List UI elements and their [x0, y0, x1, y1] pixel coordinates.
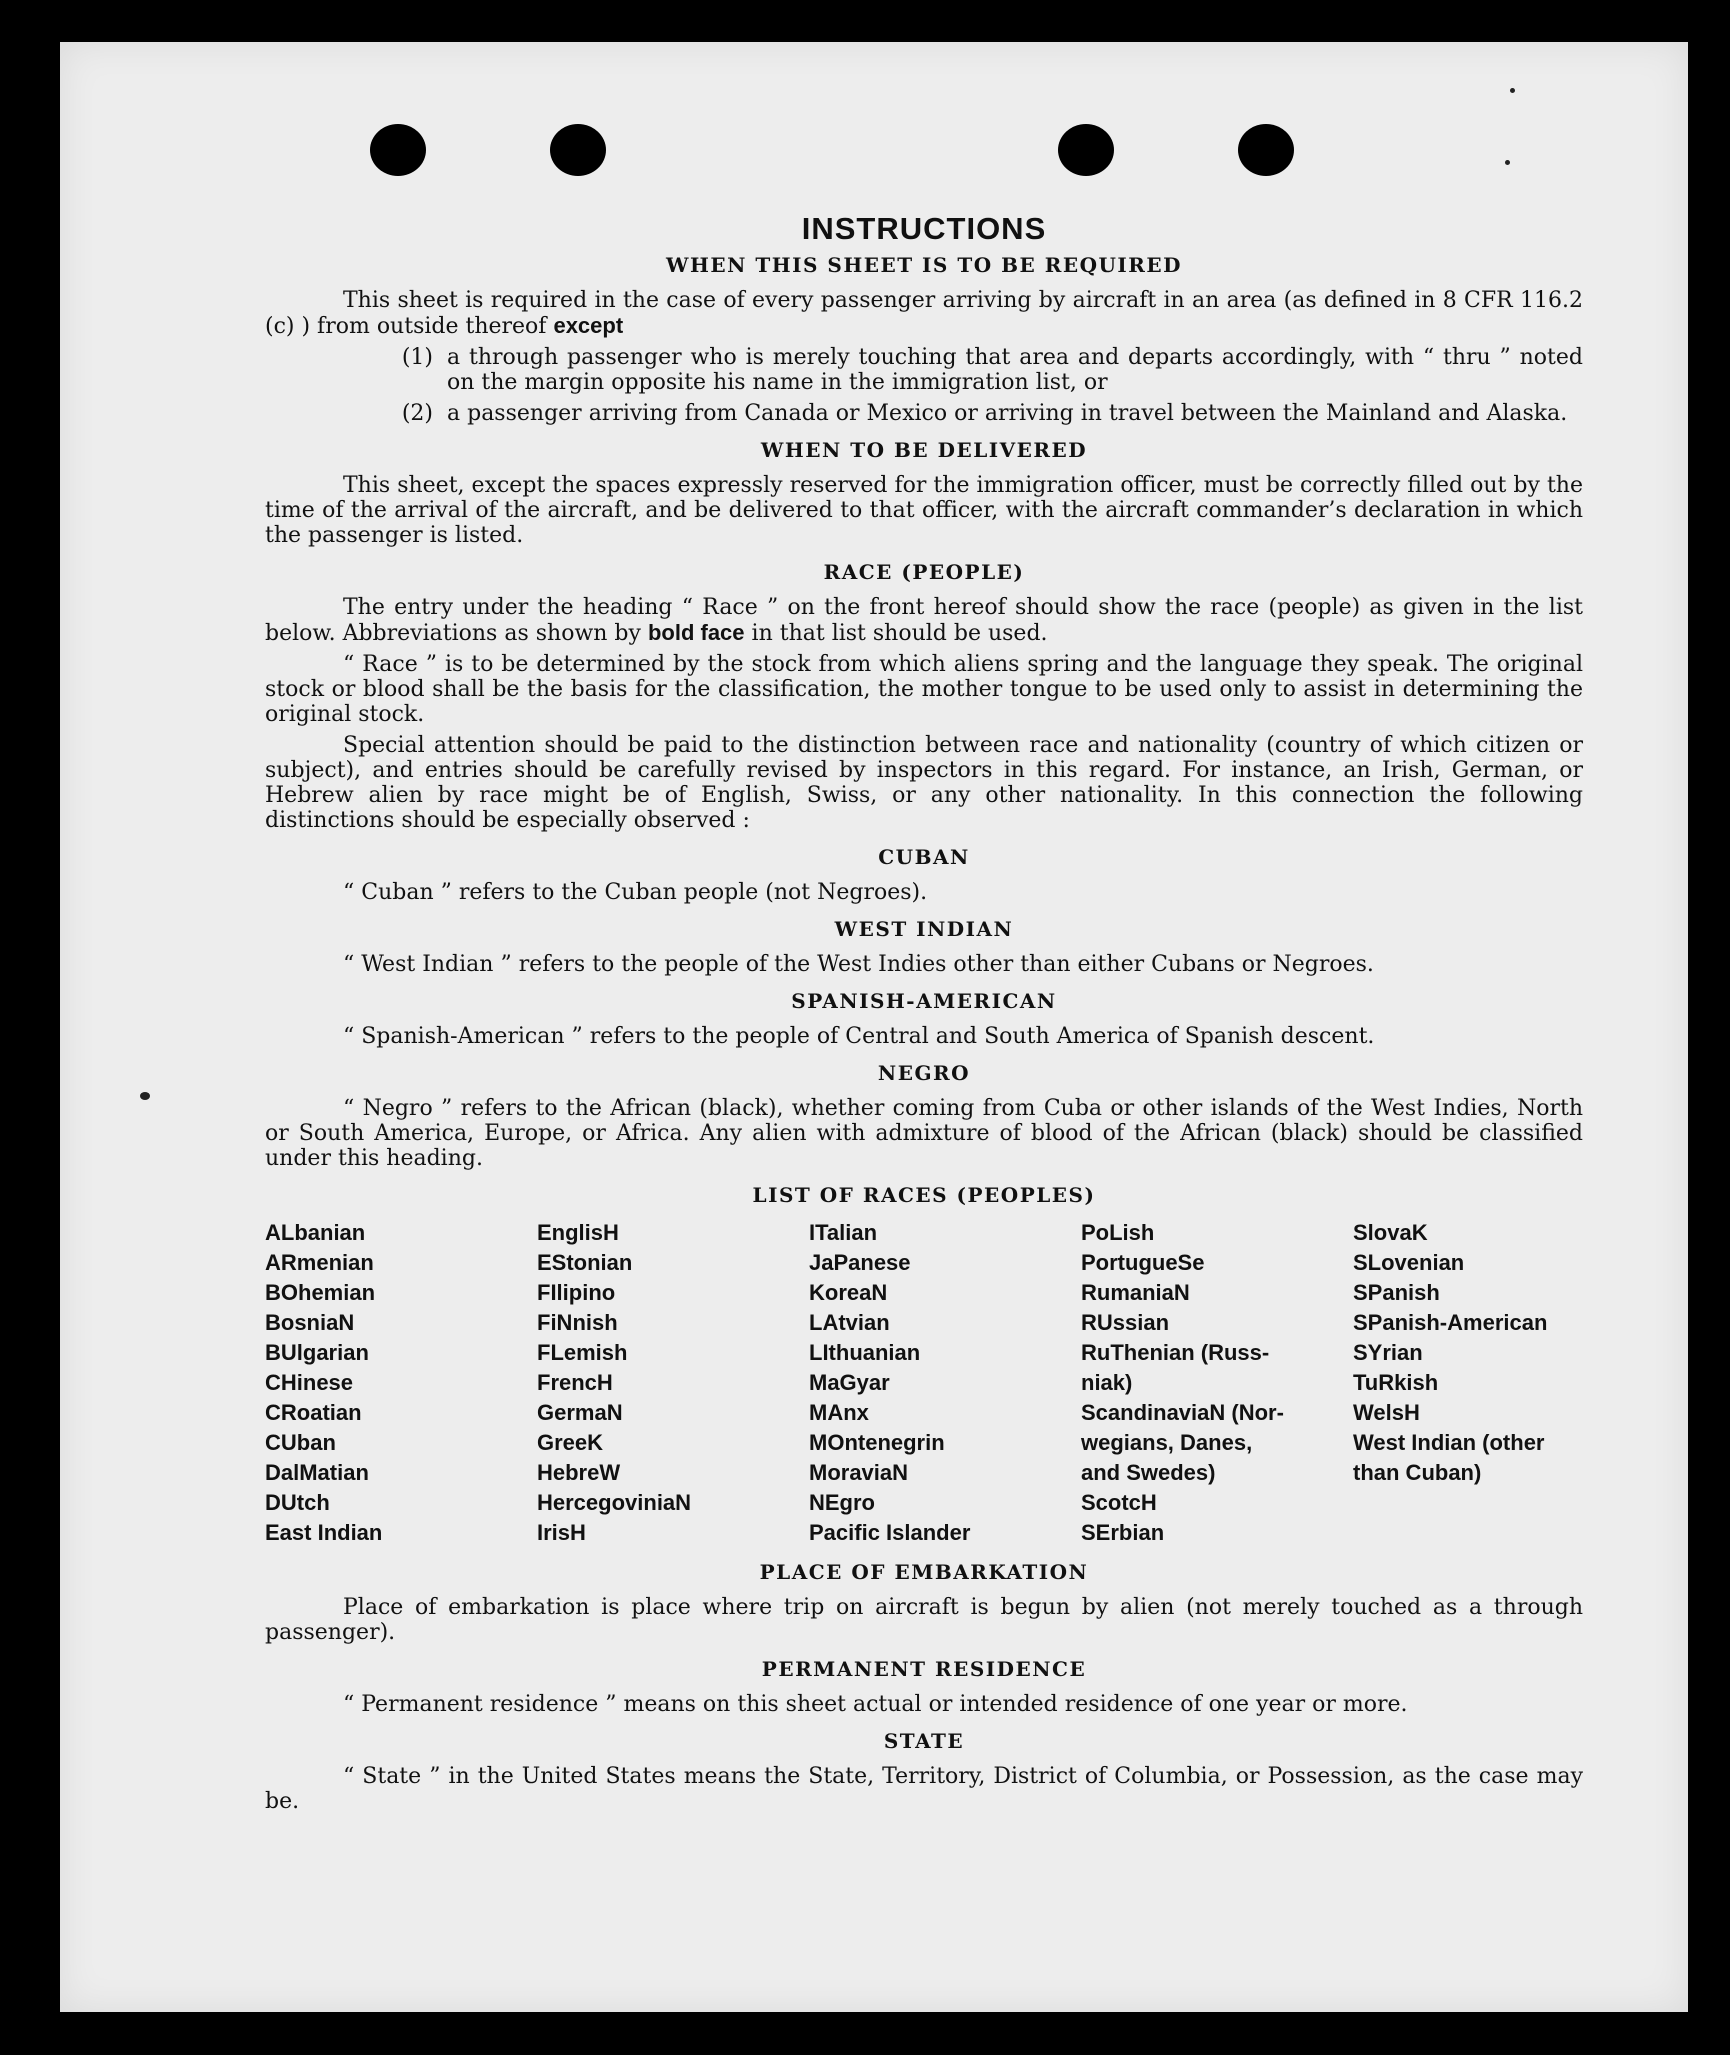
punch-hole	[370, 124, 426, 176]
punch-hole	[1238, 124, 1294, 176]
race-entry: ITalian	[809, 1220, 878, 1245]
section-heading: PLACE OF EMBARKATION	[759, 1560, 1089, 1584]
races-list	[265, 1218, 1583, 1548]
race-entry: MoraviaN	[809, 1460, 909, 1485]
race-entry: CRoatian	[265, 1400, 362, 1425]
paragraph: “ Permanent residence ” means on this sheet actual or intended residence of one year or more.	[343, 1692, 1408, 1717]
race-entry: wegians, Danes,	[1081, 1430, 1253, 1455]
race-entry: West Indian (other	[1353, 1430, 1545, 1455]
race-entry: ARmenian	[265, 1250, 374, 1275]
instructions-content	[265, 212, 1583, 1820]
race-entry: FIlipino	[537, 1280, 616, 1305]
race-entry: and Swedes)	[1081, 1460, 1216, 1485]
races-column	[537, 1218, 809, 1548]
paragraph: “ Spanish-American ” refers to the people of Central and South America of Spanish descent.	[343, 1024, 1375, 1049]
race-entry: MAnx	[809, 1400, 869, 1425]
race-entry: EnglisH	[537, 1220, 619, 1245]
race-entry: ALbanian	[265, 1220, 366, 1245]
paragraph: This sheet, except the spaces expressly reserved for the immigration officer, must be correctly filled out by the time of the arrival of the aircraft, and be delivered to that officer, with the aircraft commander’s declaration in which the passenger is listed.	[265, 473, 1583, 548]
race-entry: ScotcH	[1081, 1490, 1157, 1515]
race-entry: SErbian	[1081, 1520, 1165, 1545]
paragraph: Special attention should be paid to the distinction between race and nationality (country of which citizen or subject), and entries should be carefully revised by inspectors in this regard. For instance, an Irish, German, or Hebrew alien by race might be of English, Swiss, or any other nationality. In this connection the following distinctions should be especially observed :	[265, 733, 1583, 833]
race-entry: TuRkish	[1353, 1370, 1439, 1395]
race-entry: East Indian	[265, 1520, 383, 1545]
race-entry: MaGyar	[809, 1370, 890, 1395]
paragraph: “ West Indian ” refers to the people of the West Indies other than either Cubans or Negroes.	[343, 952, 1374, 977]
paragraph: This sheet is required in the case of every passenger arriving by aircraft in an area (as defined in 8 CFR 116.2 (c) ) from outside thereof except	[265, 288, 1583, 339]
speck	[1505, 160, 1510, 165]
section-heading: LIST OF RACES (PEOPLES)	[752, 1183, 1096, 1207]
punch-hole	[1058, 124, 1114, 176]
race-entry: FrencH	[537, 1370, 613, 1395]
page-title: INSTRUCTIONS	[801, 211, 1047, 246]
race-entry: GermaN	[537, 1400, 623, 1425]
race-entry: DalMatian	[265, 1460, 369, 1485]
section-heading: WHEN TO BE DELIVERED	[760, 438, 1088, 462]
race-entry: LIthuanian	[809, 1340, 921, 1365]
race-entry: IrisH	[537, 1520, 586, 1545]
race-entry: niak)	[1081, 1370, 1133, 1395]
section-heading: CUBAN	[878, 845, 970, 869]
section-heading: STATE	[883, 1729, 965, 1753]
race-entry: BUlgarian	[265, 1340, 369, 1365]
speck	[1510, 88, 1515, 93]
races-column	[1353, 1218, 1613, 1548]
race-entry: SPanish	[1353, 1280, 1440, 1305]
race-entry: BOhemian	[265, 1280, 376, 1305]
race-entry: BosniaN	[265, 1310, 355, 1335]
paragraph: “ Race ” is to be determined by the stock from which aliens spring and the language they speak. The original stock or blood shall be the basis for the classification, the mother tongue to be used only to assist in determining the original stock.	[265, 652, 1583, 727]
race-entry: SLovenian	[1353, 1250, 1465, 1275]
race-entry: LAtvian	[809, 1310, 890, 1335]
race-entry: SYrian	[1353, 1340, 1423, 1365]
paragraph: The entry under the heading “ Race ” on the front hereof should show the race (people) as given in the list below. Abbreviations as shown by bold face in that list should be used.	[265, 595, 1583, 646]
races-column	[1081, 1218, 1353, 1548]
races-column	[265, 1218, 537, 1548]
list-item: (1) a through passenger who is merely touching that area and departs accordingly, with “ thru ” noted on the margin opposite his name in the immigration list, or	[401, 345, 1583, 395]
race-entry: DUtch	[265, 1490, 330, 1515]
races-column	[809, 1218, 1081, 1548]
speck	[140, 1092, 150, 1100]
race-entry: FLemish	[537, 1340, 628, 1365]
race-entry: HebreW	[537, 1460, 621, 1485]
race-entry: HercegoviniaN	[537, 1490, 692, 1515]
section-heading: WEST INDIAN	[834, 917, 1014, 941]
race-entry: RuThenian (Russ-	[1081, 1340, 1270, 1365]
race-entry: EStonian	[537, 1250, 633, 1275]
race-entry: ScandinaviaN (Nor-	[1081, 1400, 1284, 1425]
list-item: (2) a passenger arriving from Canada or Mexico or arriving in travel between the Mainland and Alaska.	[401, 401, 1568, 426]
section-heading: WHEN THIS SHEET IS TO BE REQUIRED	[666, 253, 1182, 277]
race-entry: WelsH	[1353, 1400, 1420, 1425]
race-entry: RumaniaN	[1081, 1280, 1190, 1305]
document-page	[60, 42, 1688, 2012]
race-entry: JaPanese	[809, 1250, 911, 1275]
race-entry: PortugueSe	[1081, 1250, 1205, 1275]
section-heading: SPANISH-AMERICAN	[791, 989, 1057, 1013]
paragraph: “ State ” in the United States means the State, Territory, District of Columbia, or Possession, as the case may be.	[265, 1764, 1583, 1814]
section-heading: RACE (PEOPLE)	[823, 560, 1025, 584]
race-entry: SPanish-American	[1353, 1310, 1548, 1335]
race-entry: MOntenegrin	[809, 1430, 945, 1455]
paragraph: Place of embarkation is place where trip on aircraft is begun by alien (not merely touched as a through passenger).	[265, 1595, 1583, 1645]
race-entry: GreeK	[537, 1430, 604, 1455]
race-entry: CUban	[265, 1430, 336, 1455]
paragraph: “ Cuban ” refers to the Cuban people (not Negroes).	[343, 880, 928, 905]
section-heading: NEGRO	[877, 1061, 971, 1085]
race-entry: NEgro	[809, 1490, 875, 1515]
race-entry: RUssian	[1081, 1310, 1170, 1335]
race-entry: than Cuban)	[1353, 1460, 1482, 1485]
race-entry: Pacific Islander	[809, 1520, 971, 1545]
paragraph: “ Negro ” refers to the African (black), whether coming from Cuba or other islands of the West Indies, North or South America, Europe, or Africa. Any alien with admixture of blood of the African (black) should be classified under this heading.	[265, 1096, 1583, 1171]
race-entry: KoreaN	[809, 1280, 888, 1305]
race-entry: FiNnish	[537, 1310, 618, 1335]
race-entry: SlovaK	[1353, 1220, 1428, 1245]
race-entry: CHinese	[265, 1370, 354, 1395]
race-entry: PoLish	[1081, 1220, 1155, 1245]
punch-hole	[550, 124, 606, 176]
section-heading: PERMANENT RESIDENCE	[761, 1657, 1087, 1681]
